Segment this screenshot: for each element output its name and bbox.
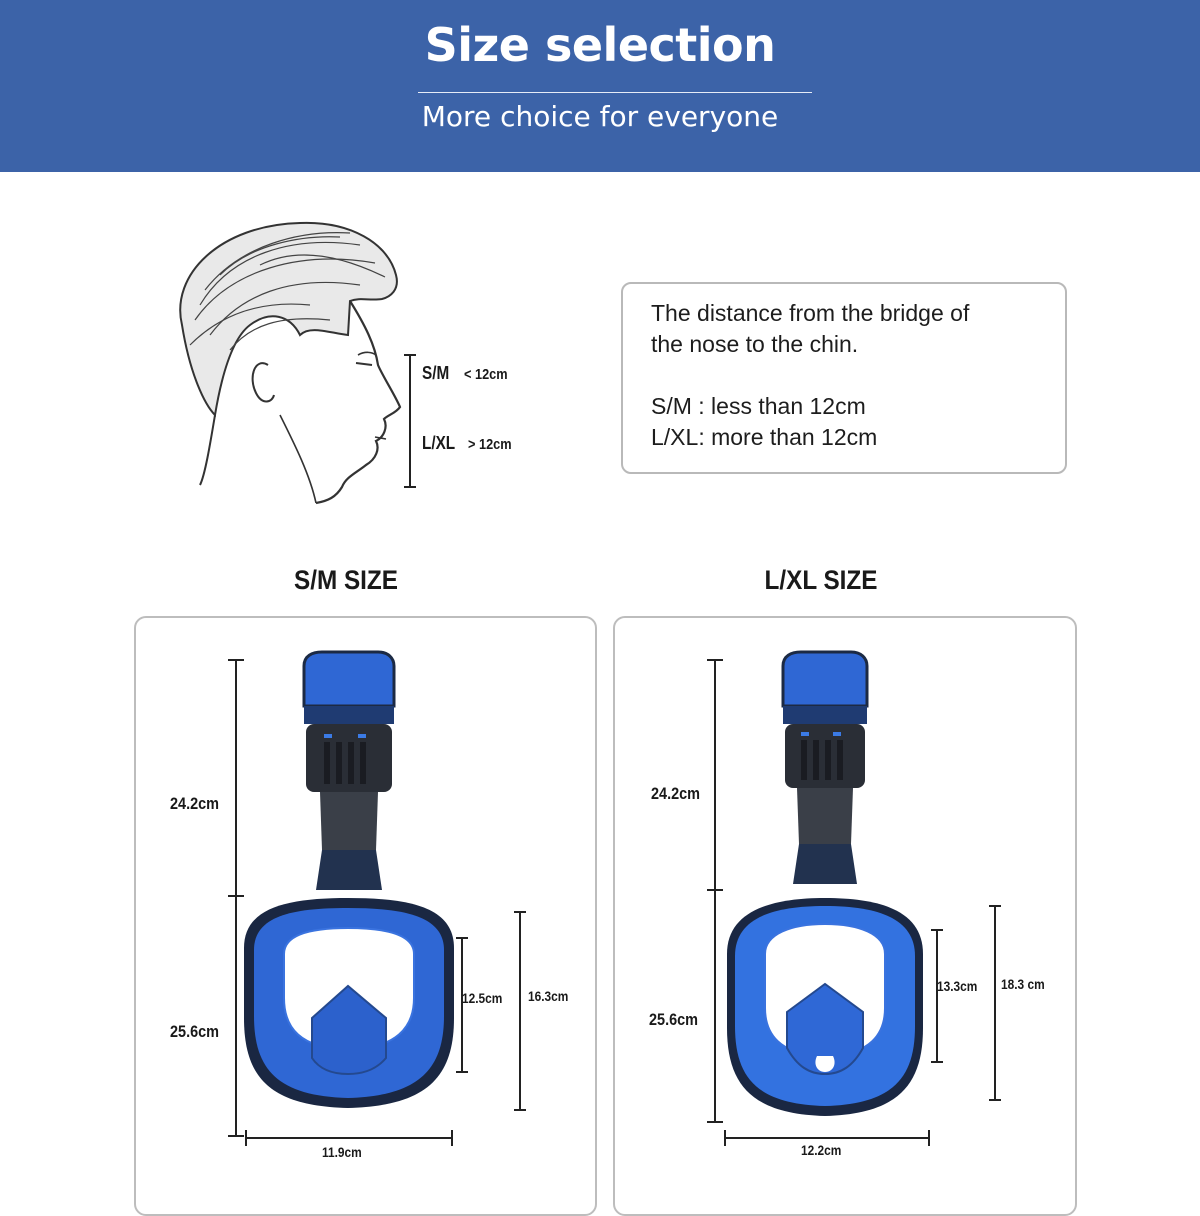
sm-outer-frame: 16.3cm xyxy=(528,988,569,1004)
lxl-outer-frame: 18.3 cm xyxy=(1001,976,1045,992)
info-line-2: the nose to the chin. xyxy=(651,331,859,357)
lxl-size-title: L/XL SIZE xyxy=(764,565,878,595)
info-lxl-line: L/XL: more than 12cm xyxy=(651,424,878,450)
head-profile-illustration xyxy=(160,215,540,515)
lxl-bottom-height: 25.6cm xyxy=(649,1010,699,1029)
sm-top-height: 24.2cm xyxy=(170,794,220,813)
page-title: Size selection xyxy=(424,18,776,72)
sm-mask-illustration xyxy=(136,618,599,1202)
lxl-top-height: 24.2cm xyxy=(651,784,701,803)
lxl-inner-window: 13.3cm xyxy=(937,978,978,994)
sm-bottom-height: 25.6cm xyxy=(170,1022,220,1041)
head-profile-icon xyxy=(160,215,540,515)
header-banner xyxy=(0,0,1200,172)
lxl-size-panel xyxy=(613,616,1077,1216)
sm-inner-window: 12.5cm xyxy=(462,990,503,1006)
lxl-width: 12.2cm xyxy=(801,1142,842,1158)
head-lxl-label: L/XL xyxy=(422,433,456,453)
sm-size-panel xyxy=(134,616,597,1216)
header-divider xyxy=(418,92,812,93)
sm-size-title: S/M SIZE xyxy=(294,565,398,595)
sm-width: 11.9cm xyxy=(322,1144,362,1160)
head-lxl-value: > 12cm xyxy=(468,436,512,453)
page-subtitle: More choice for everyone xyxy=(421,100,779,133)
head-sm-label: S/M xyxy=(422,363,450,383)
info-line-1: The distance from the bridge of xyxy=(651,300,970,326)
head-sm-value: < 12cm xyxy=(464,366,508,383)
measurement-info-box xyxy=(621,282,1067,474)
lxl-mask-illustration xyxy=(615,618,1079,1202)
info-sm-line: S/M : less than 12cm xyxy=(651,393,866,419)
